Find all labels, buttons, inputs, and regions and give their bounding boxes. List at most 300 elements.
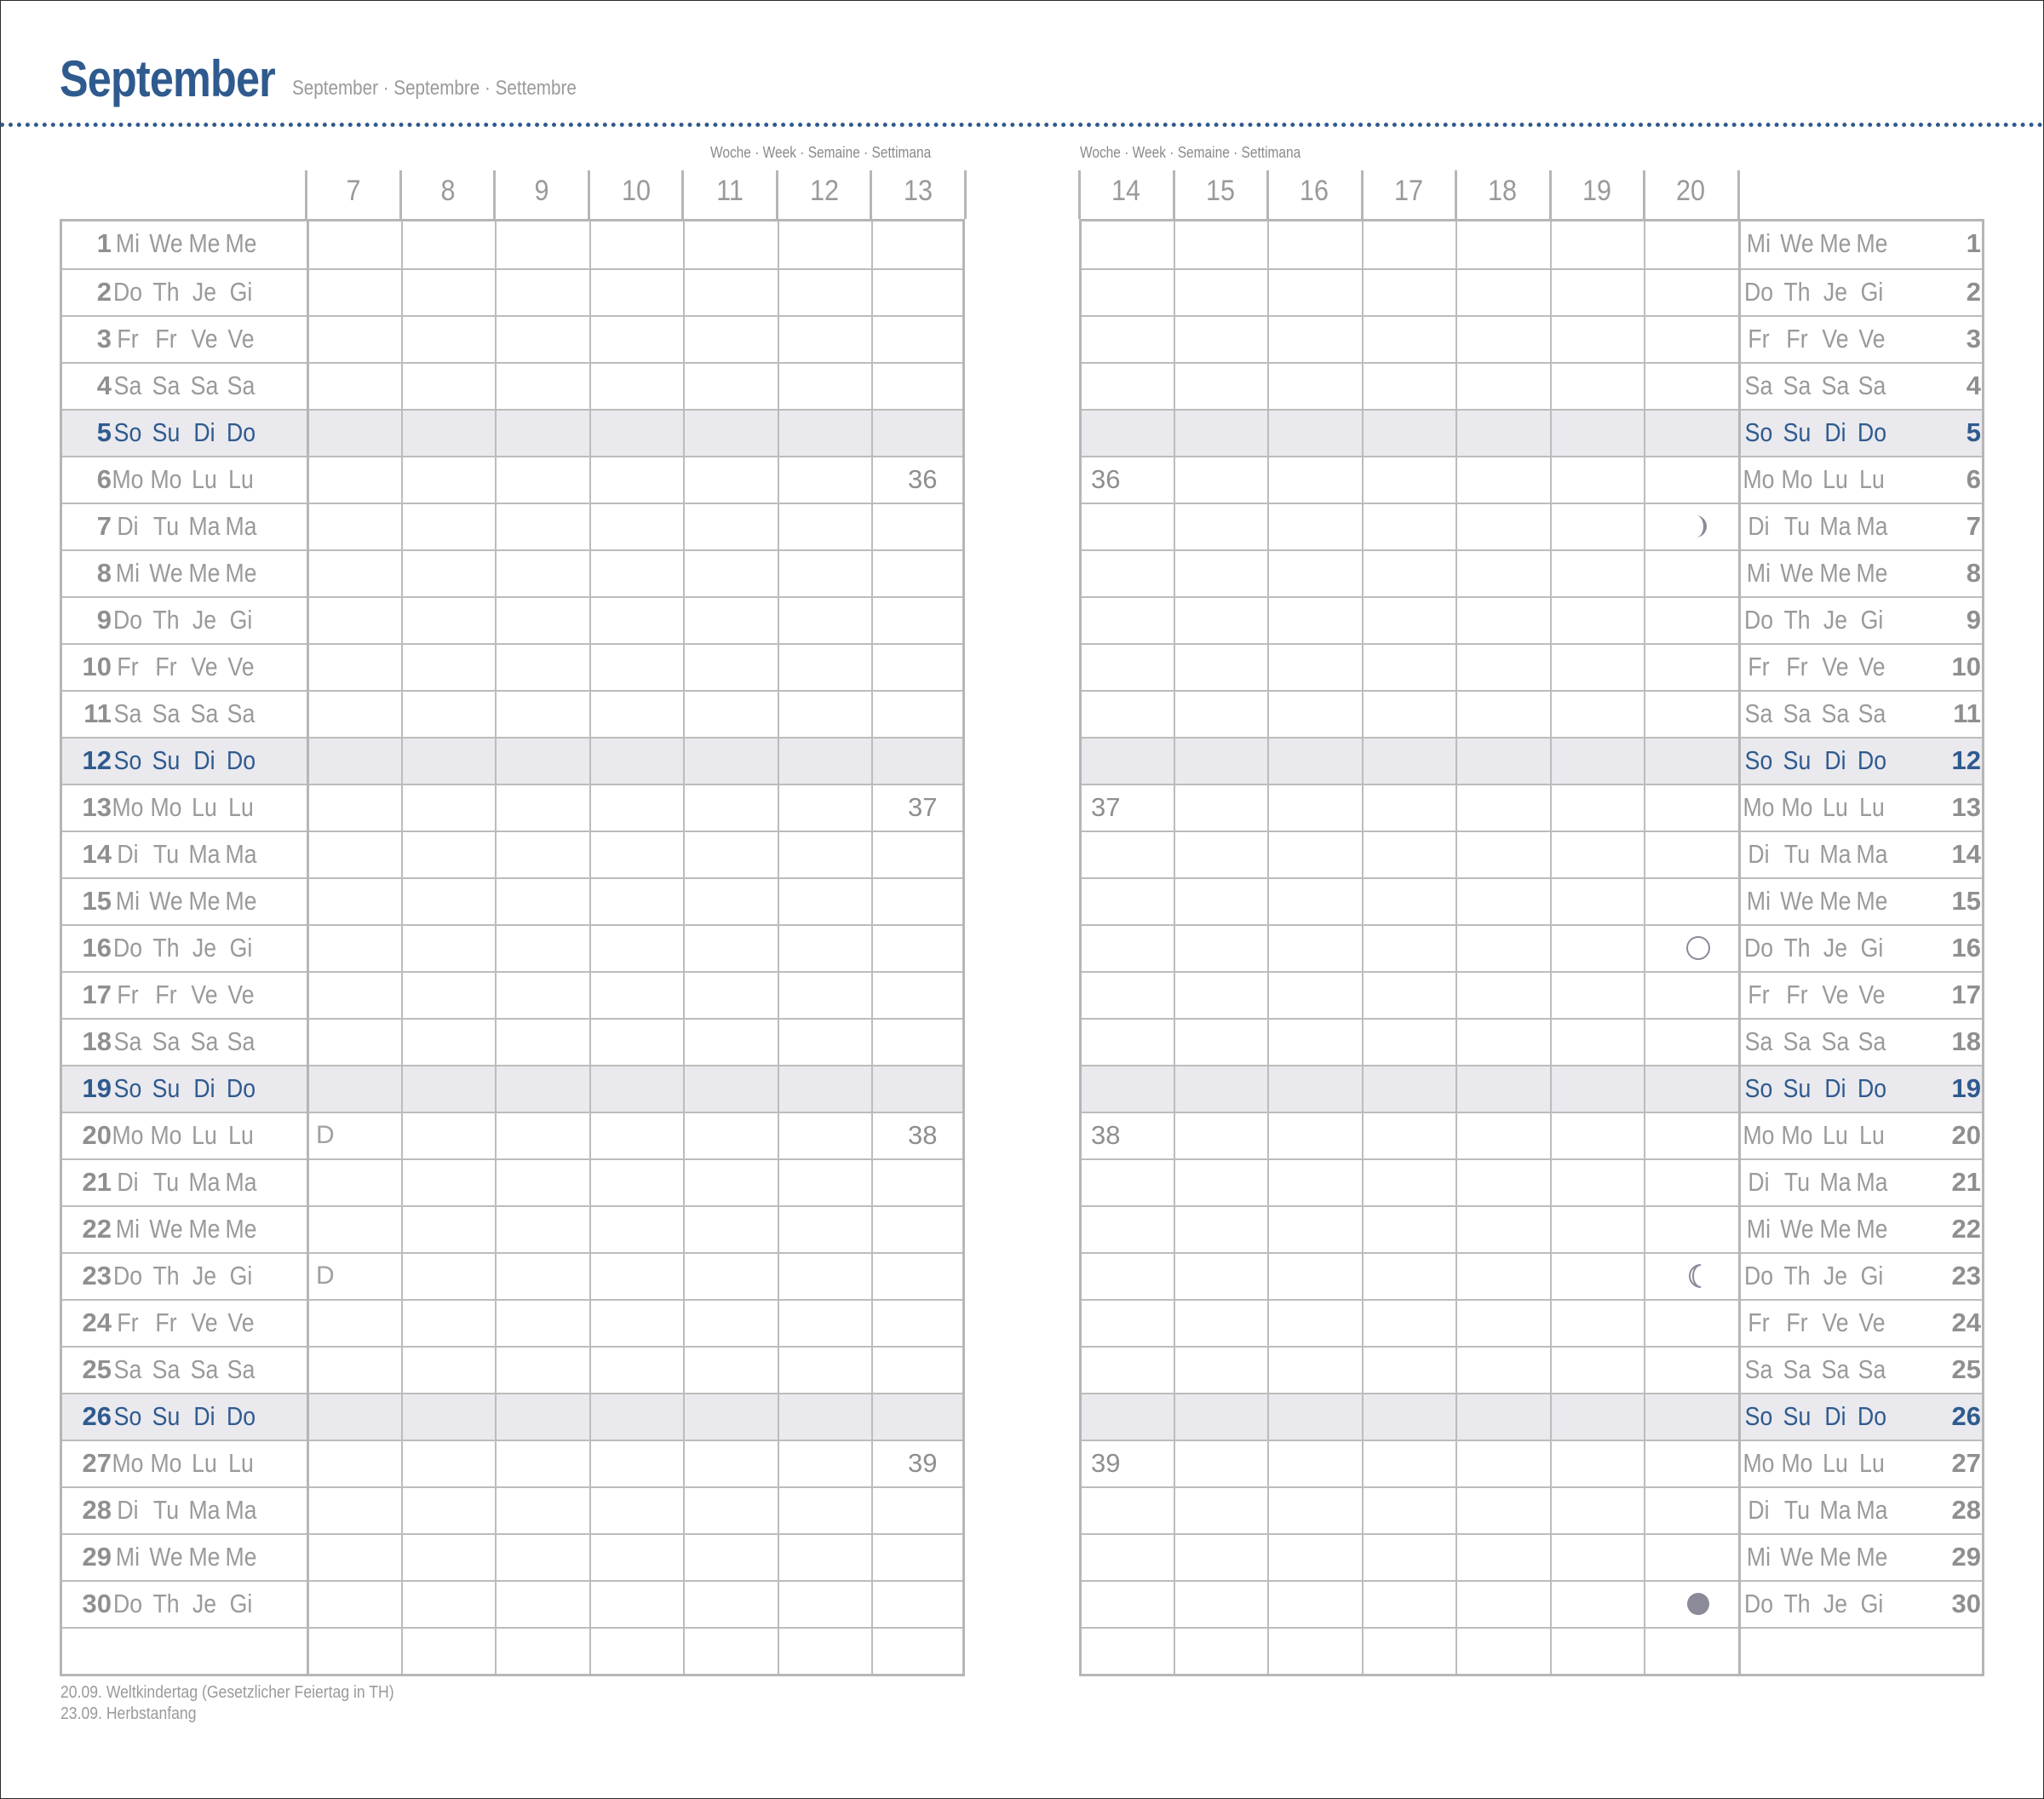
weekday-abbreviation: Di <box>1824 417 1846 447</box>
weekday-abbreviation: Gi <box>1860 933 1884 963</box>
weekday-abbreviation: Lu <box>1823 1448 1848 1478</box>
weekday-abbreviation: Sa <box>227 1026 256 1056</box>
day-number: 2 <box>96 277 112 307</box>
weekday-abbreviation: Th <box>152 933 180 963</box>
weekday-abbreviation: Do <box>1857 1073 1887 1103</box>
day-number: 23 <box>82 1261 112 1290</box>
day-row <box>62 409 962 456</box>
calendar-week-number: 39 <box>1091 1448 1121 1478</box>
weekday-abbreviation: Ve <box>1858 324 1886 353</box>
weekday-abbreviation: Gi <box>1860 605 1884 635</box>
weekday-abbreviation: Ma <box>225 1495 257 1525</box>
weekday-abbreviation: Ve <box>191 980 218 1009</box>
day-row <box>1082 456 1982 503</box>
day-row <box>1082 784 1982 831</box>
week-caption-right: Woche · Week · Semaine · Settimana <box>1080 144 1301 161</box>
weekday-abbreviation: Di <box>117 511 139 541</box>
weekday-abbreviation: Sa <box>1744 371 1773 400</box>
weekday-abbreviation: So <box>113 417 142 447</box>
weekday-abbreviation: Lu <box>192 1448 217 1478</box>
day-number: 18 <box>1951 1026 1981 1056</box>
weekday-abbreviation: We <box>149 886 183 916</box>
weekday-abbreviation: Su <box>152 745 181 775</box>
day-number: 15 <box>82 886 112 916</box>
grid-column-line <box>1644 221 1645 1674</box>
weekday-abbreviation: We <box>1780 886 1814 916</box>
calendar-week-number: 37 <box>908 792 938 822</box>
footnote-herbstanfang: 23.09. Herbstanfang <box>60 1704 197 1723</box>
day-row <box>1082 1205 1982 1252</box>
day-number: 26 <box>1951 1401 1981 1431</box>
moon-first-quarter-icon <box>1685 514 1711 539</box>
day-row <box>62 1018 962 1065</box>
page-title: September <box>60 50 275 107</box>
day-row <box>1082 924 1982 971</box>
weekday-abbreviation: Tu <box>1783 1495 1811 1525</box>
weekday-abbreviation: Do <box>226 1073 256 1103</box>
week-column-number: 15 <box>1205 175 1235 207</box>
weekday-abbreviation: Je <box>1823 933 1848 963</box>
column-header-separator <box>1361 170 1364 219</box>
weekday-abbreviation: Do <box>226 745 256 775</box>
day-number: 30 <box>1951 1589 1981 1618</box>
weekday-abbreviation: Fr <box>1786 652 1808 681</box>
day-row <box>62 924 962 971</box>
weekday-abbreviation: Mo <box>1743 464 1775 494</box>
weekday-abbreviation: Mo <box>1743 792 1775 822</box>
weekday-abbreviation: Sa <box>190 371 219 400</box>
weekday-abbreviation: Me <box>225 1542 257 1572</box>
day-row <box>62 831 962 877</box>
column-header-separator <box>493 170 496 219</box>
weekday-abbreviation: Sa <box>1783 1354 1811 1384</box>
day-number: 22 <box>82 1214 112 1244</box>
weekday-abbreviation: Mi <box>115 228 141 258</box>
week-column-number: 7 <box>346 175 361 207</box>
weekday-abbreviation: Mo <box>150 1448 182 1478</box>
weekday-abbreviation: Th <box>1783 933 1811 963</box>
weekday-abbreviation: Mo <box>112 1448 144 1478</box>
column-header-separator <box>1266 170 1269 219</box>
weekday-abbreviation: Di <box>1748 1167 1770 1197</box>
weekday-abbreviation: Fr <box>1748 980 1770 1009</box>
day-number: 12 <box>82 745 112 775</box>
weekday-abbreviation: Mi <box>1746 228 1771 258</box>
weekday-abbreviation: Lu <box>228 1120 254 1150</box>
weekday-abbreviation: Ma <box>188 511 221 541</box>
empty-row <box>62 1627 962 1674</box>
day-row <box>62 1533 962 1580</box>
grid-column-line <box>1174 221 1175 1674</box>
weekday-abbreviation: Tu <box>152 511 180 541</box>
weekday-abbreviation: Ve <box>1822 980 1849 1009</box>
day-row <box>62 549 962 596</box>
weekday-abbreviation: Je <box>1823 277 1848 307</box>
weekday-abbreviation: Ve <box>227 1308 255 1337</box>
day-number: 13 <box>1951 792 1981 822</box>
weekday-abbreviation: Di <box>1824 745 1846 775</box>
day-number: 3 <box>1966 324 1981 353</box>
weekday-abbreviation: Me <box>1856 1542 1888 1572</box>
column-header-separator <box>399 170 402 219</box>
weekday-abbreviation: So <box>113 1073 142 1103</box>
weekday-abbreviation: Je <box>192 1589 217 1618</box>
weekday-abbreviation: Fr <box>1786 980 1808 1009</box>
weekday-abbreviation: Ve <box>1858 652 1886 681</box>
weekday-abbreviation: Me <box>1856 886 1888 916</box>
weekday-abbreviation: Di <box>117 1167 139 1197</box>
day-number: 15 <box>1951 886 1981 916</box>
weekday-abbreviation: Sa <box>113 371 142 400</box>
weekday-abbreviation: Do <box>112 1589 143 1618</box>
weekday-abbreviation: Je <box>1823 605 1848 635</box>
weekday-abbreviation: Fr <box>1786 324 1808 353</box>
day-row <box>1082 503 1982 549</box>
day-number: 16 <box>1951 933 1981 963</box>
weekday-abbreviation: Ma <box>188 839 221 869</box>
weekday-abbreviation: Ve <box>191 1308 218 1337</box>
weekday-abbreviation: Je <box>1823 1589 1848 1618</box>
day-row <box>1082 315 1982 362</box>
week-column-number: 8 <box>439 175 456 207</box>
weekday-abbreviation: Mo <box>150 792 182 822</box>
column-header-separator <box>1173 170 1175 219</box>
weekday-abbreviation: Do <box>1743 605 1774 635</box>
day-number: 24 <box>1951 1308 1981 1337</box>
weekday-abbreviation: Fr <box>1748 652 1770 681</box>
day-number: 21 <box>82 1167 112 1197</box>
day-row <box>62 362 962 409</box>
weekday-abbreviation: We <box>1780 558 1814 588</box>
moon-new-icon <box>1685 1591 1711 1617</box>
weekday-abbreviation: We <box>1780 1542 1814 1572</box>
weekday-abbreviation: Lu <box>1823 792 1848 822</box>
column-header-separator <box>1078 170 1081 219</box>
day-number: 13 <box>82 792 112 822</box>
weekday-abbreviation: Do <box>1743 933 1774 963</box>
column-header-separator <box>870 170 872 219</box>
weekday-abbreviation: Je <box>192 605 217 635</box>
weekday-abbreviation: Do <box>1857 745 1887 775</box>
day-number: 29 <box>82 1542 112 1572</box>
weekday-abbreviation: Fr <box>1748 1308 1770 1337</box>
day-number: 11 <box>83 698 112 728</box>
weekday-abbreviation: Lu <box>1859 792 1885 822</box>
column-header-separator <box>305 170 307 219</box>
weekday-abbreviation: Ma <box>225 1167 257 1197</box>
weekday-abbreviation: Mo <box>112 792 144 822</box>
weekday-abbreviation: Th <box>152 1261 180 1290</box>
day-row <box>62 643 962 690</box>
day-number: 11 <box>1953 698 1981 728</box>
weekday-abbreviation: Sa <box>1821 1026 1850 1056</box>
day-number: 4 <box>1966 371 1981 400</box>
weekday-abbreviation: Ma <box>1819 1167 1852 1197</box>
weekday-abbreviation: Fr <box>117 324 139 353</box>
weekday-abbreviation: Ma <box>1856 1167 1888 1197</box>
day-number: 2 <box>1966 277 1981 307</box>
weekday-abbreviation: Je <box>192 1261 217 1290</box>
day-number: 17 <box>1951 980 1981 1009</box>
footnote-weltkindertag: 20.09. Weltkindertag (Gesetzlicher Feiertag in TH) <box>60 1683 394 1702</box>
weekday-abbreviation: So <box>113 1401 142 1431</box>
day-row <box>62 971 962 1018</box>
weekday-abbreviation: Th <box>152 277 180 307</box>
weekday-abbreviation: Sa <box>1783 698 1811 728</box>
day-number: 27 <box>1951 1448 1981 1478</box>
weekday-abbreviation: Sa <box>1744 1354 1773 1384</box>
weekday-abbreviation: Sa <box>1821 1354 1850 1384</box>
weekday-abbreviation: Su <box>152 417 181 447</box>
weekday-abbreviation: Di <box>1748 511 1770 541</box>
weekday-abbreviation: Sa <box>227 698 256 728</box>
weekday-abbreviation: Lu <box>228 1448 254 1478</box>
day-row <box>1082 1346 1982 1393</box>
day-number: 28 <box>1951 1495 1981 1525</box>
weekday-abbreviation: Gi <box>229 1589 253 1618</box>
week-column-number: 17 <box>1393 175 1423 207</box>
weekday-abbreviation: Me <box>1819 228 1852 258</box>
week-column-number: 20 <box>1675 175 1706 207</box>
weekday-abbreviation: Ve <box>1822 652 1849 681</box>
weekday-abbreviation: Mo <box>1781 792 1813 822</box>
weekday-abbreviation: Sa <box>152 1354 181 1384</box>
weekday-abbreviation: Me <box>188 1214 221 1244</box>
calendar-week-number: 37 <box>1091 792 1121 822</box>
weekday-abbreviation: Me <box>188 886 221 916</box>
day-row <box>1082 1112 1982 1158</box>
weekday-abbreviation: So <box>1744 745 1773 775</box>
day-row <box>1082 362 1982 409</box>
day-row <box>1082 596 1982 643</box>
grid-column-line <box>1362 221 1364 1674</box>
day-row <box>62 784 962 831</box>
weekday-abbreviation: Do <box>112 933 143 963</box>
weekday-abbreviation: Sa <box>113 1026 142 1056</box>
weekday-abbreviation: Tu <box>1783 511 1811 541</box>
weekday-abbreviation: Me <box>1819 1542 1852 1572</box>
day-number: 9 <box>1966 605 1981 635</box>
day-number: 23 <box>1951 1261 1981 1290</box>
day-number: 30 <box>82 1589 112 1618</box>
weekday-abbreviation: Ve <box>1858 980 1886 1009</box>
column-header-separator <box>1737 170 1740 219</box>
weekday-abbreviation: Sa <box>190 1026 219 1056</box>
weekday-abbreviation: Di <box>117 1495 139 1525</box>
weekday-abbreviation: Sa <box>152 1026 181 1056</box>
column-header-separator <box>1549 170 1552 219</box>
weekday-abbreviation: We <box>1780 1214 1814 1244</box>
weekday-abbreviation: Sa <box>1857 1026 1886 1056</box>
weekday-abbreviation: Mi <box>1746 558 1771 588</box>
weekday-abbreviation: Lu <box>228 464 254 494</box>
weekday-abbreviation: Do <box>226 417 256 447</box>
day-row <box>1082 1486 1982 1533</box>
weekday-abbreviation: Mo <box>112 464 144 494</box>
day-number: 1 <box>1966 228 1981 258</box>
weekday-abbreviation: Do <box>112 277 143 307</box>
weekday-abbreviation: Mi <box>115 1542 141 1572</box>
day-row <box>1082 737 1982 784</box>
weekday-abbreviation: Ma <box>188 1167 221 1197</box>
weekday-abbreviation: Su <box>1783 1401 1811 1431</box>
weekday-abbreviation: Su <box>152 1401 181 1431</box>
grid-column-line <box>1267 221 1269 1674</box>
day-number: 16 <box>82 933 112 963</box>
weekday-abbreviation: Lu <box>1823 464 1848 494</box>
weekday-abbreviation: Ve <box>1822 1308 1849 1337</box>
weekday-abbreviation: Sa <box>227 371 256 400</box>
day-row <box>1082 1393 1982 1440</box>
weekday-abbreviation: Di <box>193 417 215 447</box>
weekday-abbreviation: Ve <box>227 652 255 681</box>
weekday-abbreviation: Sa <box>1744 1026 1773 1056</box>
day-number: 22 <box>1951 1214 1981 1244</box>
day-mark: D <box>316 1262 335 1290</box>
weekday-abbreviation: Gi <box>229 277 253 307</box>
weekday-abbreviation: Lu <box>192 1120 217 1150</box>
weekday-abbreviation: Sa <box>190 698 219 728</box>
weekday-abbreviation: Me <box>225 558 257 588</box>
weekday-abbreviation: Fr <box>1786 1308 1808 1337</box>
weekday-abbreviation: Me <box>225 1214 257 1244</box>
weekday-abbreviation: Di <box>193 745 215 775</box>
moon-last-quarter-icon <box>1685 1263 1711 1289</box>
weekday-abbreviation: Do <box>112 1261 143 1290</box>
weekday-abbreviation: Ma <box>225 839 257 869</box>
day-row <box>62 1346 962 1393</box>
day-number: 17 <box>82 980 112 1009</box>
day-row <box>62 1205 962 1252</box>
grid-column-line <box>307 221 309 1674</box>
week-column-number: 14 <box>1111 175 1141 207</box>
weekday-abbreviation: Mi <box>115 1214 141 1244</box>
weekday-abbreviation: Mi <box>115 558 141 588</box>
weekday-abbreviation: Th <box>1783 277 1811 307</box>
weekday-abbreviation: Mo <box>150 1120 182 1150</box>
day-row <box>1082 690 1982 737</box>
weekday-abbreviation: Ve <box>191 652 218 681</box>
weekday-abbreviation: Sa <box>1857 1354 1886 1384</box>
weekday-abbreviation: Tu <box>152 1167 180 1197</box>
weekday-abbreviation: Ma <box>1819 839 1852 869</box>
day-mark: D <box>316 1121 335 1149</box>
day-number: 1 <box>96 228 112 258</box>
weekday-abbreviation: We <box>149 228 183 258</box>
weekday-abbreviation: Mi <box>1746 1542 1771 1572</box>
day-number: 4 <box>96 371 112 400</box>
weekday-abbreviation: We <box>149 1214 183 1244</box>
weekday-abbreviation: Ma <box>1856 839 1888 869</box>
weekday-abbreviation: Je <box>192 933 217 963</box>
weekday-abbreviation: Fr <box>155 652 177 681</box>
weekday-abbreviation: Fr <box>1748 324 1770 353</box>
weekday-abbreviation: Sa <box>1783 1026 1811 1056</box>
weekday-abbreviation: Do <box>1857 417 1887 447</box>
calendar-grid-right <box>1079 219 1984 1676</box>
day-row <box>62 315 962 362</box>
day-row <box>62 1299 962 1346</box>
weekday-abbreviation: Th <box>1783 605 1811 635</box>
calendar-grid-left <box>60 219 965 1676</box>
day-row <box>62 1580 962 1627</box>
day-row <box>62 221 962 268</box>
weekday-abbreviation: Me <box>1856 1214 1888 1244</box>
day-row <box>62 596 962 643</box>
day-row <box>1082 1065 1982 1112</box>
weekday-abbreviation: Ma <box>188 1495 221 1525</box>
grid-column-line <box>1738 221 1741 1674</box>
weekday-abbreviation: Do <box>226 1401 256 1431</box>
day-number: 28 <box>82 1495 112 1525</box>
column-header-separator <box>964 170 967 219</box>
weekday-abbreviation: Mi <box>1746 886 1771 916</box>
day-row <box>1082 877 1982 924</box>
weekday-abbreviation: Mi <box>1746 1214 1771 1244</box>
weekday-abbreviation: Su <box>1783 745 1811 775</box>
weekday-abbreviation: Me <box>1819 886 1852 916</box>
weekday-abbreviation: Lu <box>1859 464 1885 494</box>
weekday-abbreviation: Sa <box>1744 698 1773 728</box>
week-column-number: 19 <box>1582 175 1611 207</box>
calendar-week-number: 36 <box>1091 464 1121 494</box>
weekday-abbreviation: Fr <box>155 324 177 353</box>
day-number: 10 <box>1951 652 1981 681</box>
weekday-abbreviation: Ma <box>225 511 257 541</box>
grid-column-line <box>589 221 591 1674</box>
day-number: 19 <box>1951 1073 1981 1103</box>
weekday-abbreviation: Mo <box>1743 1448 1775 1478</box>
weekday-abbreviation: Di <box>117 839 139 869</box>
weekday-abbreviation: Mo <box>112 1120 144 1150</box>
day-number: 27 <box>82 1448 112 1478</box>
weekday-abbreviation: Ve <box>1822 324 1849 353</box>
calendar-week-number: 36 <box>908 464 938 494</box>
weekday-abbreviation: We <box>1780 228 1814 258</box>
day-row <box>62 1158 962 1205</box>
day-row <box>1082 549 1982 596</box>
weekday-abbreviation: Me <box>1856 228 1888 258</box>
weekday-abbreviation: Fr <box>117 980 139 1009</box>
weekday-abbreviation: Lu <box>192 792 217 822</box>
column-header-separator <box>588 170 590 219</box>
grid-column-line <box>495 221 497 1674</box>
day-row <box>62 690 962 737</box>
weekday-abbreviation: Do <box>1857 1401 1887 1431</box>
weekday-abbreviation: Gi <box>229 1261 253 1290</box>
weekday-abbreviation: Sa <box>152 371 181 400</box>
weekday-abbreviation: Me <box>225 886 257 916</box>
day-number: 25 <box>1951 1354 1981 1384</box>
week-column-number: 9 <box>534 175 549 207</box>
weekday-abbreviation: Lu <box>192 464 217 494</box>
weekday-abbreviation: Su <box>152 1073 181 1103</box>
week-column-number: 11 <box>716 175 744 207</box>
weekday-abbreviation: Tu <box>1783 1167 1811 1197</box>
weekday-abbreviation: Lu <box>1859 1120 1885 1150</box>
weekday-abbreviation: So <box>113 745 142 775</box>
weekday-abbreviation: We <box>149 558 183 588</box>
weekday-abbreviation: Je <box>1823 1261 1848 1290</box>
day-number: 29 <box>1951 1542 1981 1572</box>
weekday-abbreviation: Gi <box>229 933 253 963</box>
weekday-abbreviation: Gi <box>1860 1261 1884 1290</box>
page-subtitle: September · Septembre · Settembre <box>292 77 577 100</box>
weekday-abbreviation: Di <box>1824 1401 1846 1431</box>
weekday-abbreviation: Sa <box>113 698 142 728</box>
weekday-abbreviation: Fr <box>117 1308 139 1337</box>
grid-column-line <box>1550 221 1552 1674</box>
